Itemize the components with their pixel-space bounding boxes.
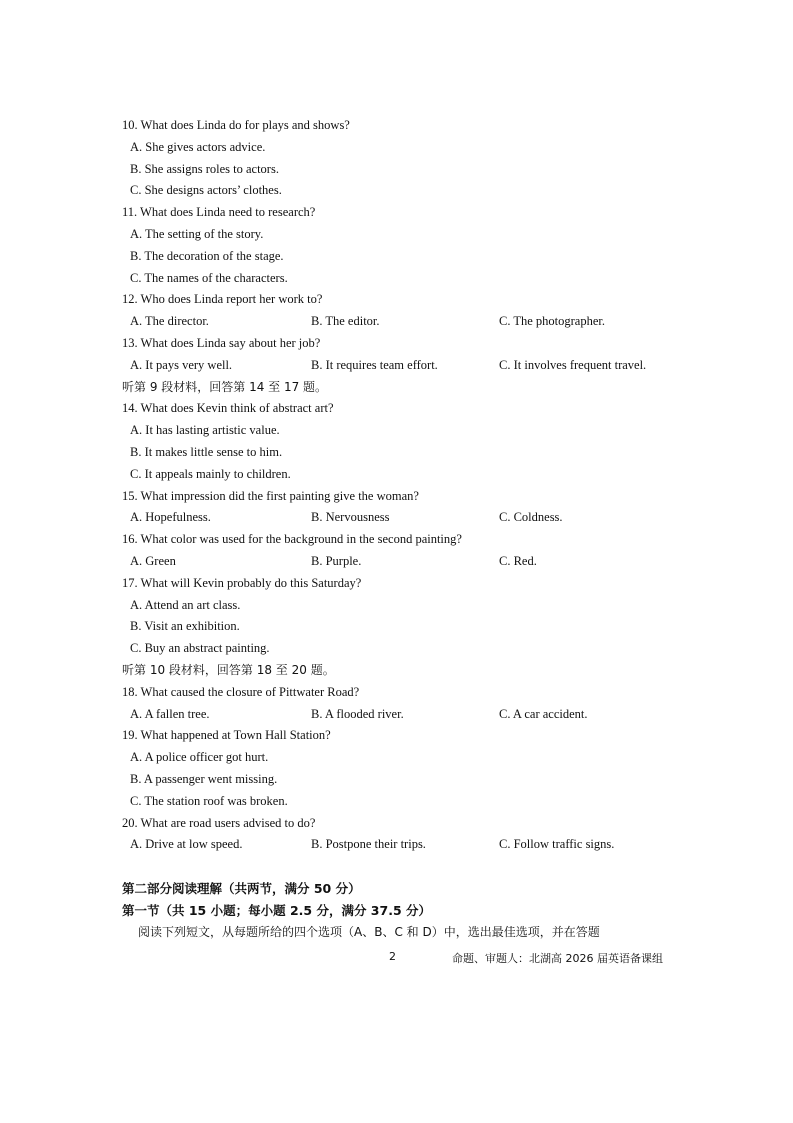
question-stem: 17. What will Kevin probably do this Saturday? — [122, 575, 362, 590]
option-row — [122, 551, 682, 573]
question-stem: 19. What happened at Town Hall Station? — [122, 728, 331, 743]
answer-option: A. It has lasting artistic value. — [130, 423, 280, 438]
question-stem: 11. What does Linda need to research? — [122, 205, 316, 220]
answer-option: B. A passenger went missing. — [130, 771, 278, 786]
answer-option: B. The decoration of the stage. — [130, 248, 284, 263]
question-stem: 16. What color was used for the background in the second painting? — [122, 532, 462, 547]
question-stem: 15. What impression did the first painting give the woman? — [122, 488, 419, 503]
reading-instructions: 阅读下列短文，从每题所给的四个选项（A、B、C 和 D）中，选出最佳选项，并在答题 — [138, 924, 600, 939]
section-1-title: 第一节（共 15 小题；每小题 2.5 分，满分 37.5 分） — [122, 902, 431, 918]
answer-option: C. The names of the characters. — [130, 270, 288, 285]
part-2-title: 第二部分阅读理解（共两节，满分 50 分） — [122, 881, 361, 897]
answer-option: A. A police officer got hurt. — [130, 750, 269, 765]
answer-option-a: A. Green — [130, 553, 176, 568]
option-row — [122, 355, 682, 377]
section-9-instruction: 听第 9 段材料，回答第 14 至 17 题。 — [122, 379, 328, 394]
answer-option-b: B. The editor. — [311, 314, 380, 329]
answer-option: A. She gives actors advice. — [130, 139, 266, 154]
option-row — [122, 507, 682, 529]
answer-option-c: C. Red. — [499, 553, 537, 568]
question-block-2 — [122, 398, 682, 660]
question-stem: 12. Who does Linda report her work to? — [122, 292, 323, 307]
answer-option-b: B. Nervousness — [311, 510, 390, 525]
author-credit: 命题、审题人：北湖高 2026 届英语备课组 — [452, 952, 663, 965]
answer-option: B. It makes little sense to him. — [130, 444, 283, 459]
answer-option-b: B. A flooded river. — [311, 706, 404, 721]
answer-option: A. The setting of the story. — [130, 226, 264, 241]
question-stem: 18. What caused the closure of Pittwater Road? — [122, 684, 360, 699]
page-footer — [0, 950, 793, 966]
answer-option-b: B. It requires team effort. — [311, 357, 438, 372]
answer-option: C. It appeals mainly to children. — [130, 466, 291, 481]
answer-option: C. She designs actors’ clothes. — [130, 183, 282, 198]
question-stem: 20. What are road users advised to do? — [122, 815, 316, 830]
answer-option-c: C. The photographer. — [499, 314, 605, 329]
answer-option: B. She assigns roles to actors. — [130, 161, 279, 176]
answer-option-a: A. Hopefulness. — [130, 510, 211, 525]
answer-option-c: C. A car accident. — [499, 706, 588, 721]
answer-option-a: A. Drive at low speed. — [130, 837, 243, 852]
answer-option-c: C. Coldness. — [499, 510, 563, 525]
question-stem: 10. What does Linda do for plays and shows? — [122, 118, 350, 132]
answer-option-a: A. A fallen tree. — [130, 706, 210, 721]
answer-option-b: B. Postpone their trips. — [311, 837, 426, 852]
spacer — [122, 856, 682, 878]
option-row — [122, 704, 682, 726]
question-stem: 13. What does Linda say about her job? — [122, 335, 321, 350]
question-block-3 — [122, 682, 682, 856]
answer-option: B. Visit an exhibition. — [130, 619, 240, 634]
option-row — [122, 311, 682, 333]
answer-option: A. Attend an art class. — [130, 597, 241, 612]
answer-option-b: B. Purple. — [311, 553, 362, 568]
answer-option: C. The station roof was broken. — [130, 793, 288, 808]
answer-option-a: A. The director. — [130, 314, 209, 329]
exam-content — [122, 115, 682, 943]
question-stem: 14. What does Kevin think of abstract art? — [122, 401, 334, 416]
page-number: 2 — [389, 950, 396, 963]
answer-option-a: A. It pays very well. — [130, 357, 233, 372]
option-row — [122, 834, 682, 856]
answer-option: C. Buy an abstract painting. — [130, 641, 270, 656]
question-block-1 — [122, 115, 682, 377]
section-10-instruction: 听第 10 段材料，回答第 18 至 20 题。 — [122, 662, 335, 677]
answer-option-c: C. It involves frequent travel. — [499, 357, 647, 372]
answer-option-c: C. Follow traffic signs. — [499, 837, 615, 852]
